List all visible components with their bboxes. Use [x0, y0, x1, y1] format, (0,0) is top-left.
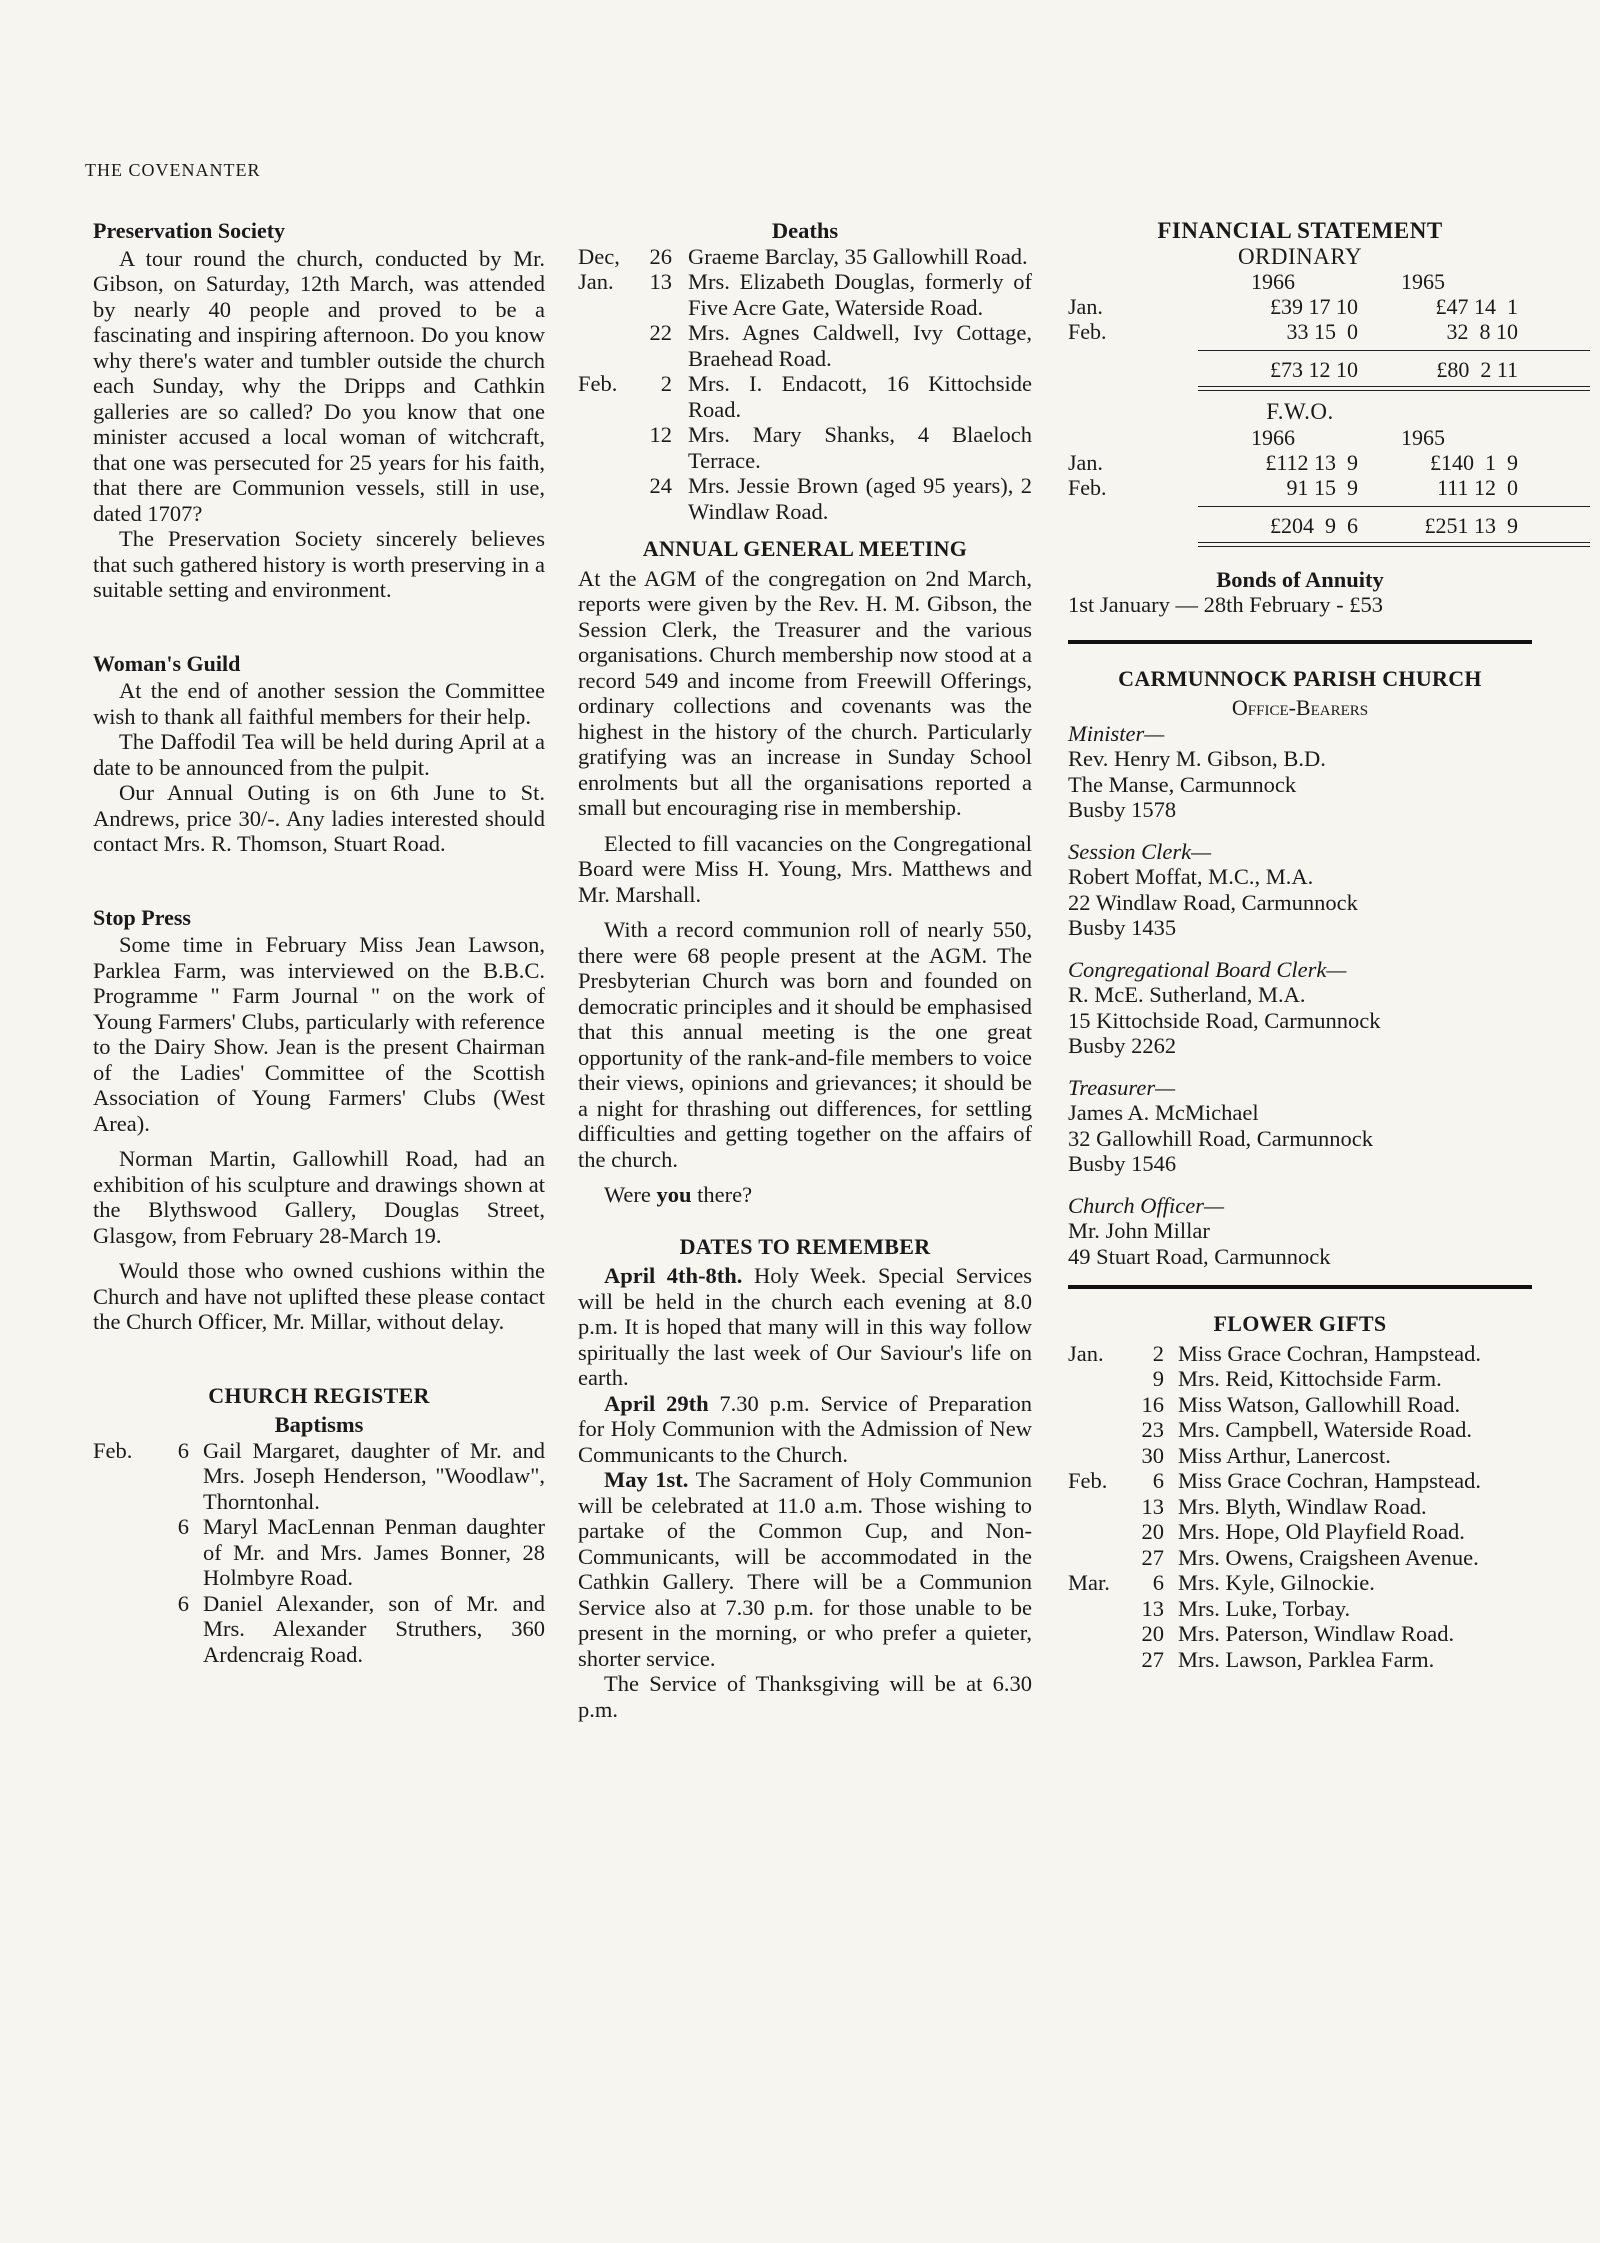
- entry-text: Miss Arthur, Lanercost.: [1178, 1442, 1391, 1468]
- date-text: 7.30 p.m. Service of Preparation for Holy Communion with the Admission of New Communicants to the Church.: [578, 1390, 1033, 1467]
- flowers-title: FLOWER GIFTS: [1213, 1311, 1387, 1336]
- flower-entry: [1068, 1647, 1532, 1673]
- flower-gifts-list: [1068, 1341, 1532, 1673]
- financial-row: [1068, 319, 1532, 344]
- financial-1966: £39 17 10: [1270, 294, 1358, 319]
- financial-1965: 111 12 0: [1437, 474, 1518, 500]
- entry-day: 13: [649, 269, 672, 294]
- financial-row: [1068, 294, 1532, 319]
- office-line: Rev. Henry M. Gibson, B.D.: [1068, 746, 1326, 771]
- masthead: THE COVENANTER: [85, 160, 261, 180]
- death-entry: [578, 244, 1032, 270]
- baptism-entry: [93, 1514, 545, 1591]
- entry-day: 9: [1152, 1366, 1164, 1391]
- entry-month: Feb.: [93, 1437, 133, 1463]
- entry-month: Feb.: [1068, 1468, 1108, 1493]
- date-item: [578, 1263, 1032, 1391]
- entry-text: Mrs. Owens, Craigsheen Avenue.: [1178, 1544, 1479, 1570]
- financial-title: FINANCIAL STATEMENT: [1157, 218, 1443, 243]
- death-entry: [578, 320, 1032, 371]
- divider: [1068, 1285, 1532, 1289]
- financial-1965: £47 14 1: [1435, 294, 1518, 319]
- office-line: 15 Kittochside Road, Carmunnock: [1068, 1007, 1381, 1033]
- financial-month: Feb.: [1068, 474, 1107, 500]
- entry-day: 2: [1152, 1340, 1164, 1366]
- entry-text: Mrs. Campbell, Waterside Road.: [1178, 1417, 1472, 1442]
- entry-text: Mrs. Hope, Old Playfield Road.: [1178, 1519, 1465, 1544]
- office-subtitle: Office-Bearers: [1231, 695, 1369, 720]
- dates-title: DATES TO REMEMBER: [679, 1233, 931, 1259]
- office-line: 22 Windlaw Road, Carmunnock: [1068, 889, 1358, 915]
- date-lead: April 4th-8th.: [604, 1263, 743, 1288]
- financial-1966: 91 15 9: [1286, 474, 1358, 500]
- entry-month: Feb.: [578, 371, 618, 396]
- entry-month: Dec,: [578, 243, 620, 269]
- entry-day: 2: [660, 371, 672, 396]
- date-text: Holy Week. Special Services will be held in the church each evening at 8.0 p.m. It is hoped that many will in this way follow spiritually the last week of Our Saviour's life on earth.: [578, 1263, 1032, 1390]
- entry-month: [578, 473, 642, 524]
- agm-title: ANNUAL GENERAL MEETING: [642, 536, 968, 561]
- preservation-paragraph: A tour round the church, conducted by Mr. Gibson, on Saturday, 12th March, was attended by nearly 40 people and proved to be a fascinating and inspiring afternoon. Do you know why there's water and tumbler outside the church each Sunday, why the Dripps and Cathkin galleries are so called? Do you know that one minister accused a local woman of witchcraft, that one was persecuted for 25 years for his faith, that there are Communion vessels, still in use, dated 1707?: [93, 245, 545, 526]
- office-line: James A. McMichael: [1068, 1100, 1259, 1125]
- entry-day: 16: [1141, 1391, 1164, 1417]
- agm-paragraph: At the AGM of the congregation on 2nd March, reports were given by the Rev. H. M. Gibson, the Session Clerk, the Treasurer and the various organisations. Church membership now stood at a record 549 and income from Freewill Offerings, ordinary collections and covenants was the highest in the history of the church. Particularly gratifying was an increase in Sunday School enrolments but all the organisations reported a small but encouraging rise in membership.: [578, 565, 1032, 820]
- ordinary-table: [1068, 294, 1532, 344]
- ordinary-years: 1966 1965: [1251, 269, 1445, 294]
- office-bearer: [1068, 957, 1532, 1059]
- bonds-line: 1st January — 28th February - £53: [1068, 592, 1383, 617]
- date-item: [578, 1391, 1032, 1468]
- entry-text: Mrs. Lawson, Parklea Farm.: [1178, 1646, 1435, 1672]
- entry-day: 20: [1141, 1621, 1164, 1646]
- deaths-title: Deaths: [771, 218, 839, 243]
- office-role: Treasurer—: [1068, 1074, 1176, 1100]
- entry-day: 13: [1141, 1595, 1164, 1621]
- baptism-entry: [93, 1591, 545, 1668]
- flower-entry: [1068, 1468, 1532, 1494]
- flower-entry: [1068, 1570, 1532, 1596]
- office-line: R. McE. Sutherland, M.A.: [1068, 982, 1306, 1007]
- register-subtitle: Baptisms: [274, 1412, 364, 1437]
- entry-month: [578, 422, 642, 473]
- guild-paragraph: Our Annual Outing is on 6th June to St. Andrews, price 30/-. Any ladies interested should contact Mrs. R. Thomson, Stuart Road.: [93, 780, 545, 856]
- entry-day: 26: [649, 243, 672, 269]
- entry-month: [1068, 1443, 1126, 1469]
- entry-month: [93, 1514, 151, 1591]
- office-bearers-list: [1068, 721, 1532, 1270]
- entry-day: 6: [1152, 1570, 1164, 1595]
- death-entry: [578, 269, 1032, 320]
- financial-row: [1068, 475, 1532, 500]
- date-lead: May 1st.: [604, 1467, 689, 1492]
- office-bearer: [1068, 1193, 1532, 1270]
- entry-month: [1068, 1545, 1126, 1571]
- office-title: CARMUNNOCK PARISH CHURCH: [1118, 665, 1482, 691]
- entry-month: [1068, 1647, 1126, 1673]
- guild-title: Woman's Guild: [93, 650, 241, 676]
- death-entry: [578, 371, 1032, 422]
- financial-month: Feb.: [1068, 319, 1107, 344]
- fwo-total: £204 9 6 £251 13 9: [1270, 512, 1518, 538]
- office-line: The Manse, Carmunnock: [1068, 771, 1297, 797]
- office-role: Session Clerk—: [1068, 838, 1212, 864]
- office-line: 49 Stuart Road, Carmunnock: [1068, 1243, 1331, 1269]
- entry-text: Mrs. Kyle, Gilnockie.: [1178, 1570, 1375, 1595]
- entry-month: [1068, 1417, 1126, 1443]
- death-entry: [578, 422, 1032, 473]
- entry-month: [1068, 1366, 1126, 1392]
- flower-entry: [1068, 1341, 1532, 1367]
- entry-text: Graeme Barclay, 35 Gallowhill Road.: [688, 243, 1028, 269]
- date-lead: April 29th: [604, 1390, 709, 1416]
- flower-entry: [1068, 1519, 1532, 1545]
- flower-entry: [1068, 1392, 1532, 1418]
- office-role: Church Officer—: [1068, 1192, 1225, 1218]
- column-middle: [578, 218, 1032, 1722]
- entry-text: Daniel Alexander, son of Mr. and Mrs. Alexander Struthers, 360 Ardencraig Road.: [203, 1590, 545, 1667]
- entry-month: [1068, 1621, 1126, 1647]
- stop-press-title: Stop Press: [93, 904, 191, 930]
- entry-text: Mrs. Elizabeth Douglas, formerly of Five Acre Gate, Waterside Road.: [688, 269, 1032, 320]
- date-text: The Service of Thanksgiving will be at 6.30 p.m.: [578, 1671, 1032, 1722]
- agm-question: Were you there?: [604, 1182, 753, 1207]
- date-item: [578, 1467, 1032, 1671]
- office-bearer: [1068, 839, 1532, 941]
- death-entry: [578, 473, 1032, 524]
- fwo-years: 1966 1965: [1251, 424, 1445, 450]
- entry-day: 22: [649, 320, 672, 345]
- entry-day: 12: [649, 422, 672, 447]
- date-text: The Sacrament of Holy Communion will be celebrated at 11.0 a.m. Those wishing to partake of the Common Cup, and Non-Communicants, will be accommodated in the Cathkin Gallery. There will be a Communion Service also at 7.30 p.m. for those unable to be present in the morning, or who prefer a quieter, shorter service.: [578, 1467, 1032, 1671]
- deaths-list: [578, 244, 1032, 525]
- entry-month: Jan.: [1068, 1340, 1104, 1366]
- entry-month: Jan.: [578, 269, 614, 294]
- office-line: Busby 2262: [1068, 1033, 1177, 1058]
- entry-text: Mrs. Mary Shanks, 4 Blaeloch Terrace.: [688, 422, 1032, 473]
- register-title: CHURCH REGISTER: [208, 1382, 430, 1408]
- entry-text: Miss Grace Cochran, Hampstead.: [1178, 1468, 1482, 1493]
- office-role: Congregational Board Clerk—: [1068, 956, 1347, 982]
- entry-text: Mrs. Reid, Kittochside Farm.: [1178, 1366, 1442, 1391]
- entry-month: Mar.: [1068, 1570, 1110, 1595]
- flower-entry: [1068, 1366, 1532, 1392]
- entry-text: Gail Margaret, daughter of Mr. and Mrs. Joseph Henderson, "Woodlaw", Thorntonhal.: [203, 1437, 545, 1514]
- column-right: [1068, 218, 1532, 1672]
- entry-day: 13: [1141, 1493, 1164, 1519]
- entry-month: [1068, 1519, 1126, 1545]
- flower-entry: [1068, 1621, 1532, 1647]
- flower-entry: [1068, 1443, 1532, 1469]
- financial-1965: 32 8 10: [1446, 319, 1518, 344]
- flower-entry: [1068, 1545, 1532, 1571]
- entry-text: Mrs. Agnes Caldwell, Ivy Cottage, Braehead Road.: [688, 320, 1032, 371]
- flower-entry: [1068, 1596, 1532, 1622]
- stop-press-paragraph: Norman Martin, Gallowhill Road, had an exhibition of his sculpture and drawings shown at the Blythswood Gallery, Douglas Street, Glasgow, from February 28-March 19.: [93, 1146, 545, 1248]
- entry-month: [1068, 1494, 1126, 1520]
- office-line: Robert Moffat, M.C., M.A.: [1068, 864, 1314, 889]
- column-left: [93, 218, 545, 1667]
- office-role: Minister—: [1068, 720, 1165, 746]
- stop-press-paragraph: Some time in February Miss Jean Lawson, Parklea Farm, was interviewed on the B.B.C. Programme " Farm Journal " on the work of Young Farmers' Clubs, particularly with reference to the Dairy Show. Jean is the present Chairman of the Ladies' Committee of the Scottish Association of Young Farmers' Clubs (West Area).: [93, 932, 545, 1136]
- entry-day: 30: [1141, 1442, 1164, 1468]
- entry-day: 6: [177, 1437, 189, 1463]
- office-line: Busby 1546: [1068, 1151, 1177, 1176]
- stop-press-paragraph: Would those who owned cushions within the Church and have not uplifted these please contact the Church Officer, Mr. Millar, without delay.: [93, 1258, 545, 1334]
- agm-paragraph: Elected to fill vacancies on the Congregational Board were Miss H. Young, Mrs. Matthews and Mr. Marshall.: [578, 830, 1032, 907]
- entry-day: 24: [649, 473, 672, 498]
- entry-day: 6: [177, 1590, 189, 1616]
- guild-paragraph: The Daffodil Tea will be held during April at a date to be announced from the pulpit.: [93, 729, 545, 780]
- entry-day: 20: [1141, 1519, 1164, 1544]
- entry-month: [578, 320, 642, 371]
- flower-entry: [1068, 1494, 1532, 1520]
- entry-text: Mrs. Jessie Brown (aged 95 years), 2 Windlaw Road.: [688, 473, 1032, 524]
- office-bearer: [1068, 721, 1532, 823]
- entry-month: [1068, 1596, 1126, 1622]
- financial-1966: 33 15 0: [1286, 319, 1358, 344]
- financial-month: Jan.: [1068, 294, 1103, 319]
- entry-text: Mrs. Paterson, Windlaw Road.: [1178, 1621, 1455, 1646]
- ordinary-total: £73 12 10 £80 2 11: [1270, 357, 1518, 382]
- entry-text: Maryl MacLennan Penman daughter of Mr. and Mrs. James Bonner, 28 Holmbyre Road.: [203, 1514, 545, 1590]
- baptism-entry: [93, 1438, 545, 1515]
- date-item: [578, 1671, 1032, 1722]
- financial-month: Jan.: [1068, 449, 1103, 475]
- entry-day: 6: [1152, 1468, 1164, 1493]
- entry-text: Mrs. Blyth, Windlaw Road.: [1178, 1493, 1427, 1519]
- office-line: 32 Gallowhill Road, Carmunnock: [1068, 1125, 1373, 1151]
- entry-text: Miss Watson, Gallowhill Road.: [1178, 1391, 1461, 1417]
- entry-day: 6: [177, 1514, 189, 1539]
- financial-1965: £140 1 9: [1430, 449, 1518, 475]
- office-line: Mr. John Millar: [1068, 1218, 1210, 1243]
- entry-month: [93, 1591, 151, 1668]
- guild-paragraph: At the end of another session the Committee wish to thank all faithful members for their help.: [93, 678, 545, 729]
- office-line: Busby 1435: [1068, 915, 1177, 940]
- agm-paragraph: With a record communion roll of nearly 550, there were 68 people present at the AGM. The Presbyterian Church was born and founded on democratic principles and it should be emphasised that this annual meeting is the one great opportunity of the rank-and-file members to voice their views, opinions and grievances; it should be a night for thrashing out differences, for settling difficulties and getting together on the affairs of the church.: [578, 917, 1032, 1172]
- divider: [1068, 640, 1532, 644]
- entry-text: Miss Grace Cochran, Hampstead.: [1178, 1340, 1482, 1366]
- fwo-table: [1068, 450, 1532, 500]
- financial-1966: £112 13 9: [1265, 449, 1358, 475]
- dates-list: [578, 1263, 1032, 1722]
- office-bearer: [1068, 1075, 1532, 1177]
- preservation-title: Preservation Society: [93, 218, 286, 243]
- entry-day: 27: [1141, 1646, 1164, 1672]
- entry-text: Mrs. I. Endacott, 16 Kittochside Road.: [688, 371, 1032, 422]
- entry-day: 27: [1141, 1544, 1164, 1570]
- financial-row: [1068, 450, 1532, 475]
- ordinary-label: ORDINARY: [1237, 243, 1363, 269]
- preservation-paragraph: The Preservation Society sincerely believes that such gathered history is worth preserving in a suitable setting and environment.: [93, 526, 545, 602]
- baptisms-list: [93, 1438, 545, 1668]
- bonds-title: Bonds of Annuity: [1216, 566, 1384, 592]
- entry-month: [1068, 1392, 1126, 1418]
- fwo-label: F.W.O.: [1266, 399, 1334, 424]
- entry-day: 23: [1141, 1417, 1164, 1442]
- entry-text: Mrs. Luke, Torbay.: [1178, 1595, 1351, 1621]
- office-line: Busby 1578: [1068, 797, 1177, 822]
- flower-entry: [1068, 1417, 1532, 1443]
